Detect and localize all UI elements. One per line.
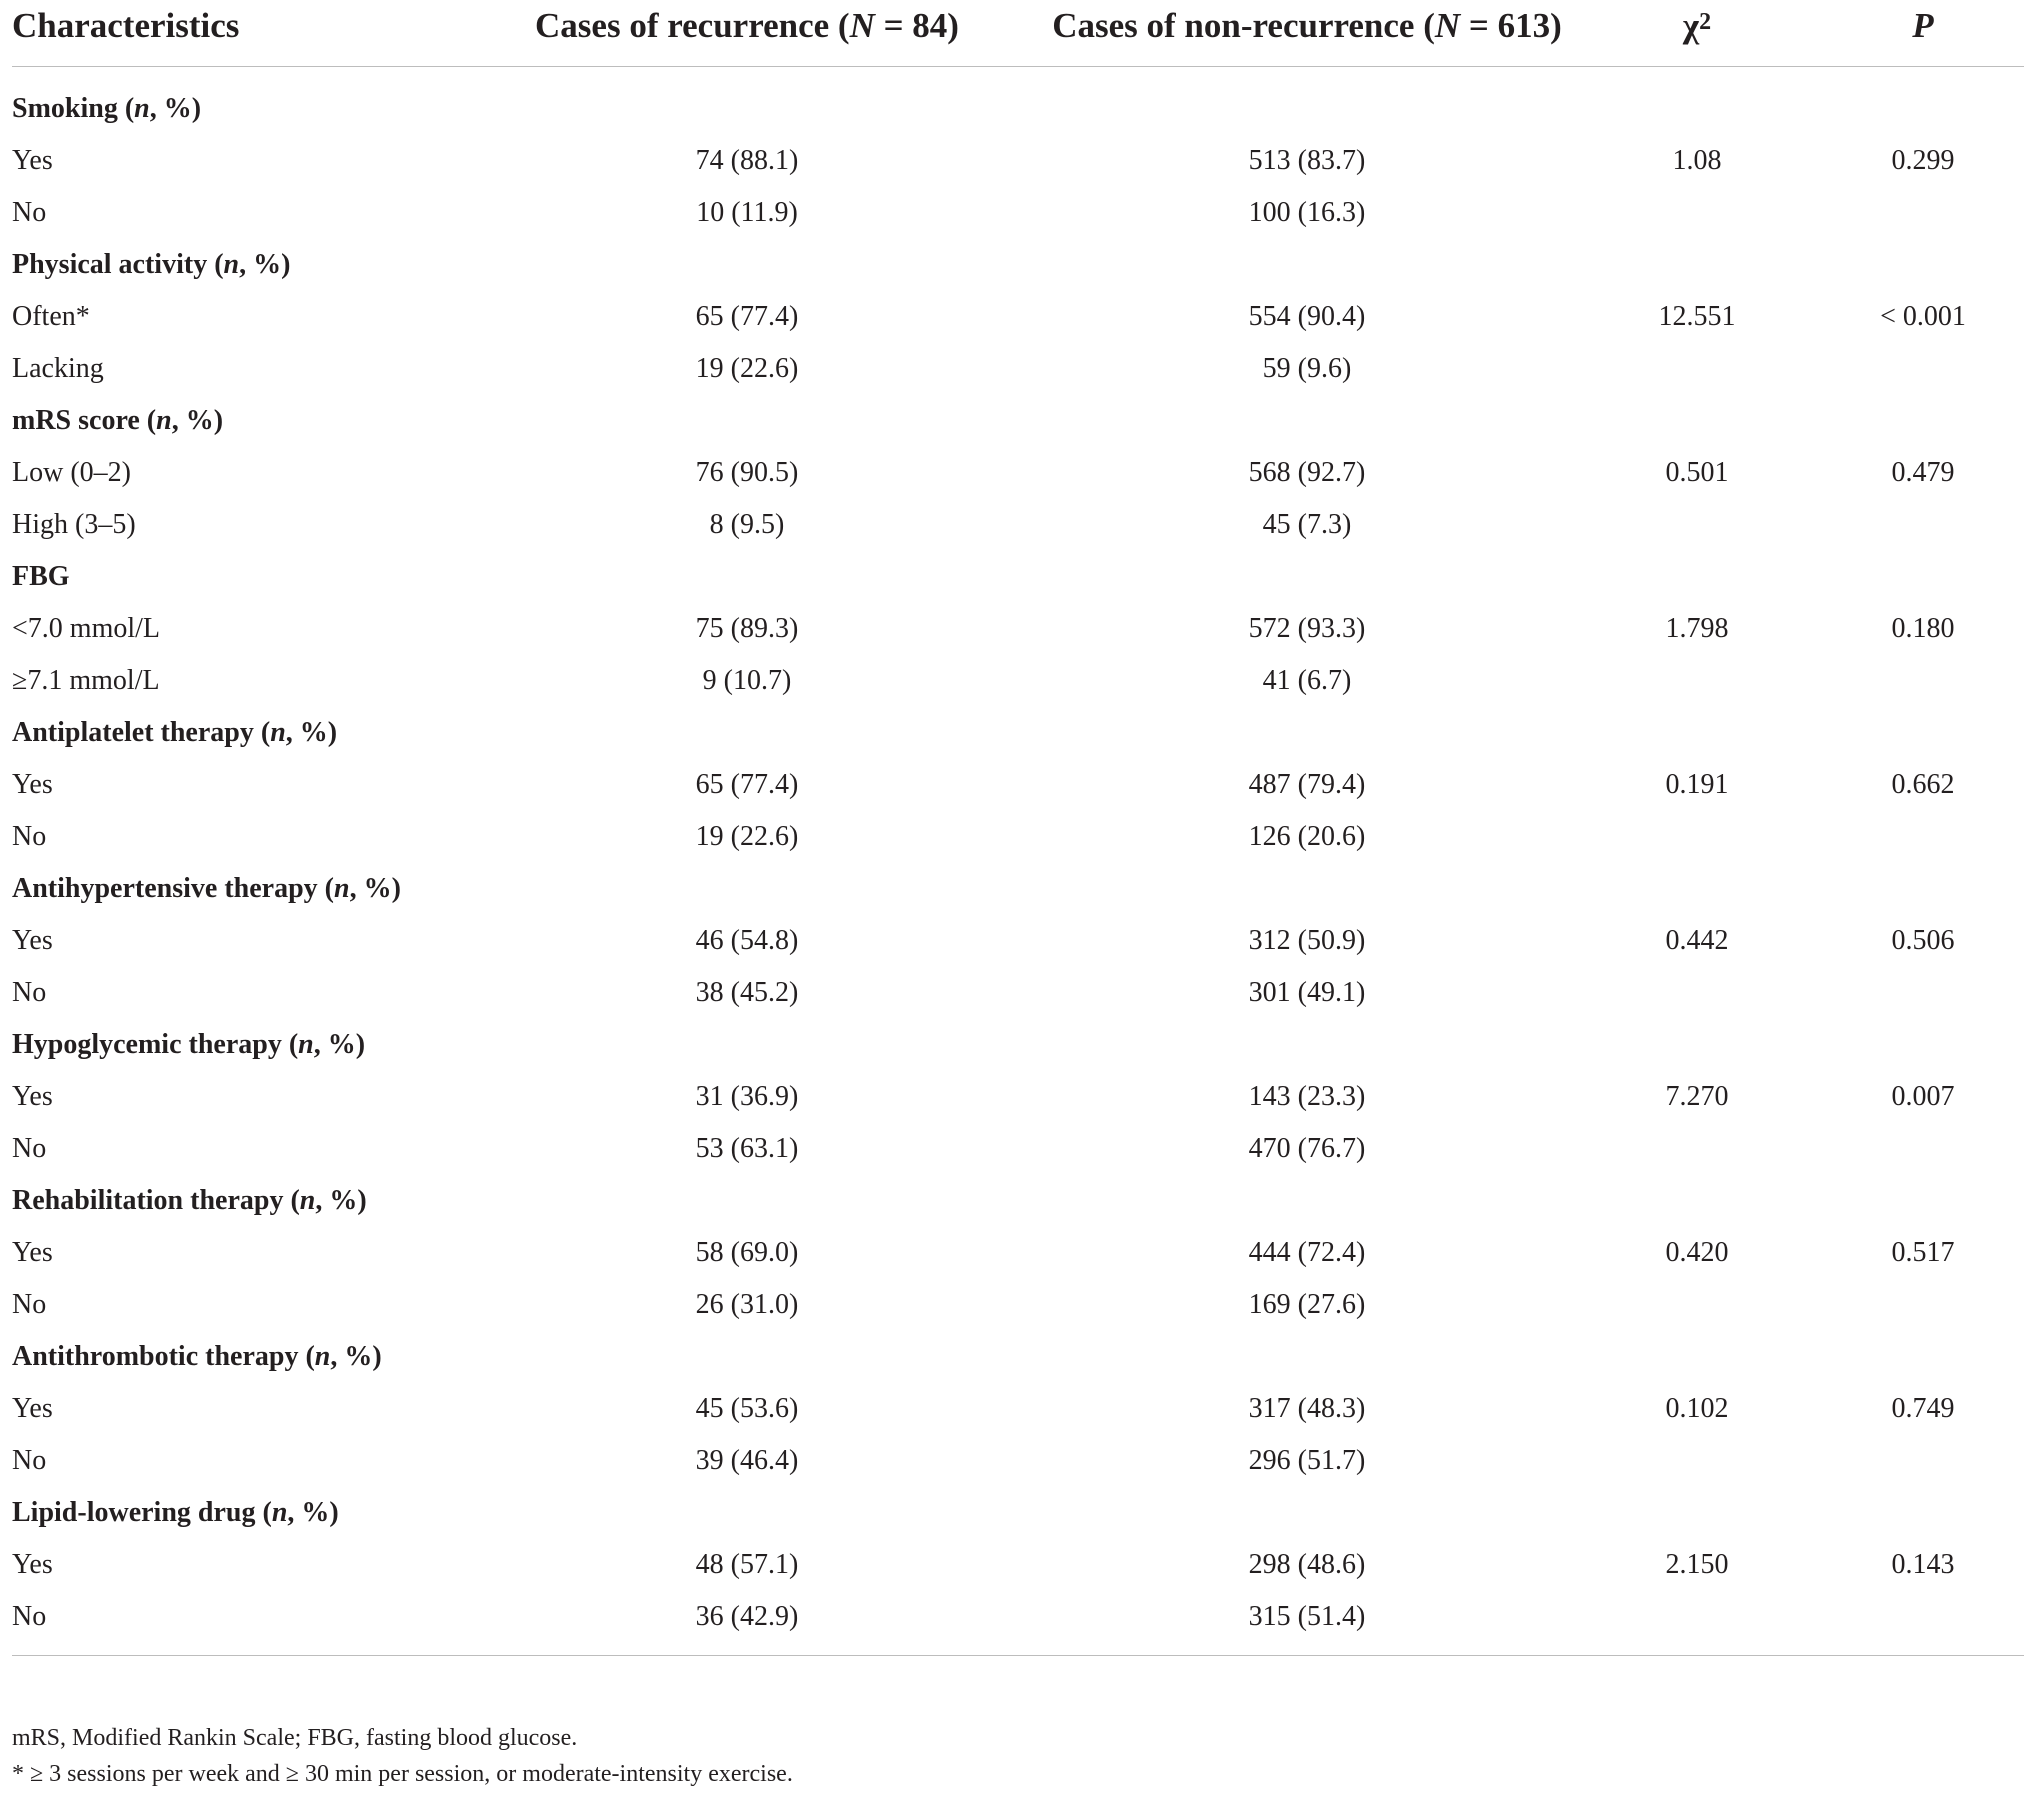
header-characteristics: Characteristics — [12, 0, 452, 67]
nonrecurrence-value: 45 (7.3) — [1262, 509, 1352, 540]
chi-square-value — [1572, 1591, 1822, 1656]
group-row — [12, 1487, 2024, 1539]
chi-square-value — [1572, 1435, 1822, 1487]
recurrence-value: 31 (36.9) — [695, 1081, 799, 1112]
header-nonrecurrence — [1042, 0, 1572, 67]
chi-square-value — [1572, 1123, 1822, 1175]
recurrence-value: 8 (9.5) — [709, 509, 785, 540]
row-label: High (3–5) — [12, 509, 136, 540]
group-label — [12, 707, 2024, 759]
group-unit: (n, %) — [281, 1029, 366, 1060]
nonrecurrence-value: 315 (51.4) — [1248, 1601, 1366, 1632]
group-title: Antithrombotic therapy — [12, 1341, 299, 1372]
nonrecurrence-value: 296 (51.7) — [1248, 1445, 1366, 1476]
table-row — [12, 603, 2024, 655]
group-unit: (n, %) — [253, 717, 338, 748]
header-recurrence — [452, 0, 1042, 67]
chi-square-value: 0.191 — [1665, 769, 1729, 800]
group-row — [12, 395, 2024, 447]
table-row — [12, 499, 2024, 551]
group-row — [12, 551, 2024, 603]
nonrecurrence-value: 554 (90.4) — [1248, 301, 1366, 332]
p-value — [1822, 499, 2024, 551]
chi-square-value: 7.270 — [1665, 1081, 1729, 1112]
group-label — [12, 863, 2024, 915]
p-symbol: P — [1912, 6, 1934, 45]
row-label: Yes — [12, 1237, 53, 1268]
table-row — [12, 1123, 2024, 1175]
nonrecurrence-value: 126 (20.6) — [1248, 821, 1366, 852]
table-notes — [12, 1720, 793, 1792]
group-row — [12, 67, 2024, 136]
row-label: Often* — [12, 301, 90, 332]
header-recurrence-n: (N = 84) — [837, 6, 959, 45]
group-unit: (n, %) — [255, 1497, 339, 1528]
group-title: Smoking — [12, 93, 118, 124]
nonrecurrence-value: 513 (83.7) — [1248, 145, 1366, 176]
p-value — [1822, 187, 2024, 239]
nonrecurrence-value: 41 (6.7) — [1262, 665, 1352, 696]
row-label: Yes — [12, 925, 53, 956]
p-value: 0.749 — [1891, 1393, 1955, 1424]
group-unit: (n, %) — [139, 405, 224, 436]
recurrence-value: 36 (42.9) — [695, 1601, 799, 1632]
p-value — [1822, 655, 2024, 707]
row-label: No — [12, 1289, 47, 1320]
group-label — [12, 1331, 2024, 1383]
chi-square-value: 0.501 — [1665, 457, 1729, 488]
recurrence-value: 75 (89.3) — [695, 613, 799, 644]
group-title: Antihypertensive therapy — [12, 873, 318, 904]
recurrence-value: 45 (53.6) — [695, 1393, 799, 1424]
chi-square-value — [1572, 967, 1822, 1019]
group-label — [12, 1175, 2024, 1227]
p-value — [1822, 1279, 2024, 1331]
p-value: 0.180 — [1891, 613, 1955, 644]
group-title: FBG — [12, 561, 70, 592]
group-title: Antiplatelet therapy — [12, 717, 254, 748]
chi-square-value: 0.420 — [1665, 1237, 1729, 1268]
nonrecurrence-value: 444 (72.4) — [1248, 1237, 1366, 1268]
table-row — [12, 447, 2024, 499]
chi-symbol: χ — [1682, 6, 1700, 45]
header-nonrecurrence-n: (N = 613) — [1423, 6, 1562, 45]
chi-square-value — [1572, 1279, 1822, 1331]
row-label: Yes — [12, 1549, 53, 1580]
header-nonrecurrence-title: Cases of non-recurrence — [1052, 6, 1415, 45]
table-row — [12, 291, 2024, 343]
group-row — [12, 707, 2024, 759]
row-label: Low (0–2) — [12, 457, 131, 488]
nonrecurrence-value: 487 (79.4) — [1248, 769, 1366, 800]
p-value — [1822, 343, 2024, 395]
footnote: * ≥ 3 sessions per week and ≥ 30 min per session, or moderate-intensity exercise. — [12, 1761, 793, 1787]
chi-square-value — [1572, 187, 1822, 239]
row-label: No — [12, 1445, 47, 1476]
group-label — [12, 1487, 2024, 1539]
chi-square-value: 2.150 — [1665, 1549, 1729, 1580]
table-row — [12, 915, 2024, 967]
header-row — [12, 0, 2024, 67]
recurrence-value: 26 (31.0) — [695, 1289, 799, 1320]
group-row — [12, 1175, 2024, 1227]
group-label — [12, 1019, 2024, 1071]
nonrecurrence-value: 470 (76.7) — [1248, 1133, 1366, 1164]
group-row — [12, 239, 2024, 291]
group-row — [12, 1019, 2024, 1071]
chi-square-value: 12.551 — [1658, 301, 1736, 332]
p-value: 0.506 — [1891, 925, 1955, 956]
row-label: No — [12, 821, 47, 852]
group-label — [12, 239, 2024, 291]
table-row — [12, 1279, 2024, 1331]
chi-square-value: 0.102 — [1665, 1393, 1729, 1424]
row-label: No — [12, 1601, 47, 1632]
chi-square-value: 0.442 — [1665, 925, 1729, 956]
data-table — [12, 0, 2024, 1656]
group-title: Rehabilitation therapy — [12, 1185, 284, 1216]
table-row — [12, 1435, 2024, 1487]
nonrecurrence-value: 143 (23.3) — [1248, 1081, 1366, 1112]
table-row — [12, 759, 2024, 811]
nonrecurrence-value: 301 (49.1) — [1248, 977, 1366, 1008]
recurrence-value: 53 (63.1) — [695, 1133, 799, 1164]
table-row — [12, 811, 2024, 863]
p-value: < 0.001 — [1880, 301, 1966, 332]
group-title: Hypoglycemic therapy — [12, 1029, 282, 1060]
nonrecurrence-value: 572 (93.3) — [1248, 613, 1366, 644]
chi-superscript: 2 — [1699, 9, 1712, 35]
nonrecurrence-value: 59 (9.6) — [1262, 353, 1352, 384]
recurrence-value: 48 (57.1) — [695, 1549, 799, 1580]
table-row — [12, 967, 2024, 1019]
table-row — [12, 135, 2024, 187]
table-row — [12, 343, 2024, 395]
group-title: Physical activity — [12, 249, 208, 280]
row-label: Yes — [12, 1393, 53, 1424]
recurrence-value: 76 (90.5) — [695, 457, 799, 488]
group-title: mRS score — [12, 405, 140, 436]
header-recurrence-title: Cases of recurrence — [535, 6, 830, 45]
table-row — [12, 187, 2024, 239]
p-value — [1822, 967, 2024, 1019]
row-label: ≥7.1 mmol/L — [12, 665, 160, 696]
p-value: 0.662 — [1891, 769, 1955, 800]
p-value — [1822, 1123, 2024, 1175]
chi-square-value — [1572, 343, 1822, 395]
row-label: Yes — [12, 1081, 53, 1112]
table-row — [12, 1227, 2024, 1279]
recurrence-value: 65 (77.4) — [695, 769, 799, 800]
row-label: Yes — [12, 769, 53, 800]
nonrecurrence-value: 100 (16.3) — [1248, 197, 1366, 228]
group-row — [12, 1331, 2024, 1383]
recurrence-value: 9 (10.7) — [702, 665, 792, 696]
table-row — [12, 1539, 2024, 1591]
group-unit: (n, %) — [283, 1185, 367, 1216]
nonrecurrence-value: 312 (50.9) — [1248, 925, 1366, 956]
table-container — [12, 0, 2024, 1656]
recurrence-value: 19 (22.6) — [695, 821, 799, 852]
table-row — [12, 655, 2024, 707]
row-label: No — [12, 1133, 47, 1164]
nonrecurrence-value: 317 (48.3) — [1248, 1393, 1366, 1424]
p-value: 0.517 — [1891, 1237, 1955, 1268]
group-unit: (n, %) — [117, 93, 202, 124]
row-label: <7.0 mmol/L — [12, 613, 161, 644]
group-label — [12, 395, 2024, 447]
chi-square-value: 1.798 — [1665, 613, 1729, 644]
row-label: Yes — [12, 145, 53, 176]
p-value: 0.007 — [1891, 1081, 1955, 1112]
table-body — [12, 67, 2024, 1656]
chi-square-value — [1572, 499, 1822, 551]
group-label — [12, 551, 2024, 603]
p-value — [1822, 811, 2024, 863]
p-value: 0.479 — [1891, 457, 1955, 488]
recurrence-value: 39 (46.4) — [695, 1445, 799, 1476]
chi-square-value — [1572, 811, 1822, 863]
group-unit: (n, %) — [207, 249, 291, 280]
recurrence-value: 19 (22.6) — [695, 353, 799, 384]
chi-square-value: 1.08 — [1672, 145, 1722, 176]
header-p-value — [1822, 0, 2024, 67]
table-header — [12, 0, 2024, 67]
recurrence-value: 58 (69.0) — [695, 1237, 799, 1268]
recurrence-value: 10 (11.9) — [696, 197, 798, 228]
row-label: No — [12, 977, 47, 1008]
p-value: 0.299 — [1891, 145, 1955, 176]
row-label: Lacking — [12, 353, 104, 384]
p-value — [1822, 1435, 2024, 1487]
nonrecurrence-value: 568 (92.7) — [1248, 457, 1366, 488]
nonrecurrence-value: 298 (48.6) — [1248, 1549, 1366, 1580]
row-label: No — [12, 197, 47, 228]
abbreviation-note: mRS, Modified Rankin Scale; FBG, fasting blood glucose. — [12, 1725, 578, 1751]
group-title: Lipid-lowering drug — [12, 1497, 256, 1528]
recurrence-value: 65 (77.4) — [695, 301, 799, 332]
table-row — [12, 1383, 2024, 1435]
group-unit: (n, %) — [317, 873, 401, 904]
recurrence-value: 38 (45.2) — [695, 977, 799, 1008]
p-value: 0.143 — [1891, 1549, 1955, 1580]
recurrence-value: 46 (54.8) — [695, 925, 799, 956]
group-row — [12, 863, 2024, 915]
table-row — [12, 1591, 2024, 1656]
chi-square-value — [1572, 655, 1822, 707]
header-chi-square — [1572, 0, 1822, 67]
recurrence-value: 74 (88.1) — [695, 145, 799, 176]
table-row — [12, 1071, 2024, 1123]
nonrecurrence-value: 169 (27.6) — [1248, 1289, 1366, 1320]
group-label — [12, 67, 2024, 136]
group-unit: (n, %) — [298, 1341, 382, 1372]
p-value — [1822, 1591, 2024, 1656]
